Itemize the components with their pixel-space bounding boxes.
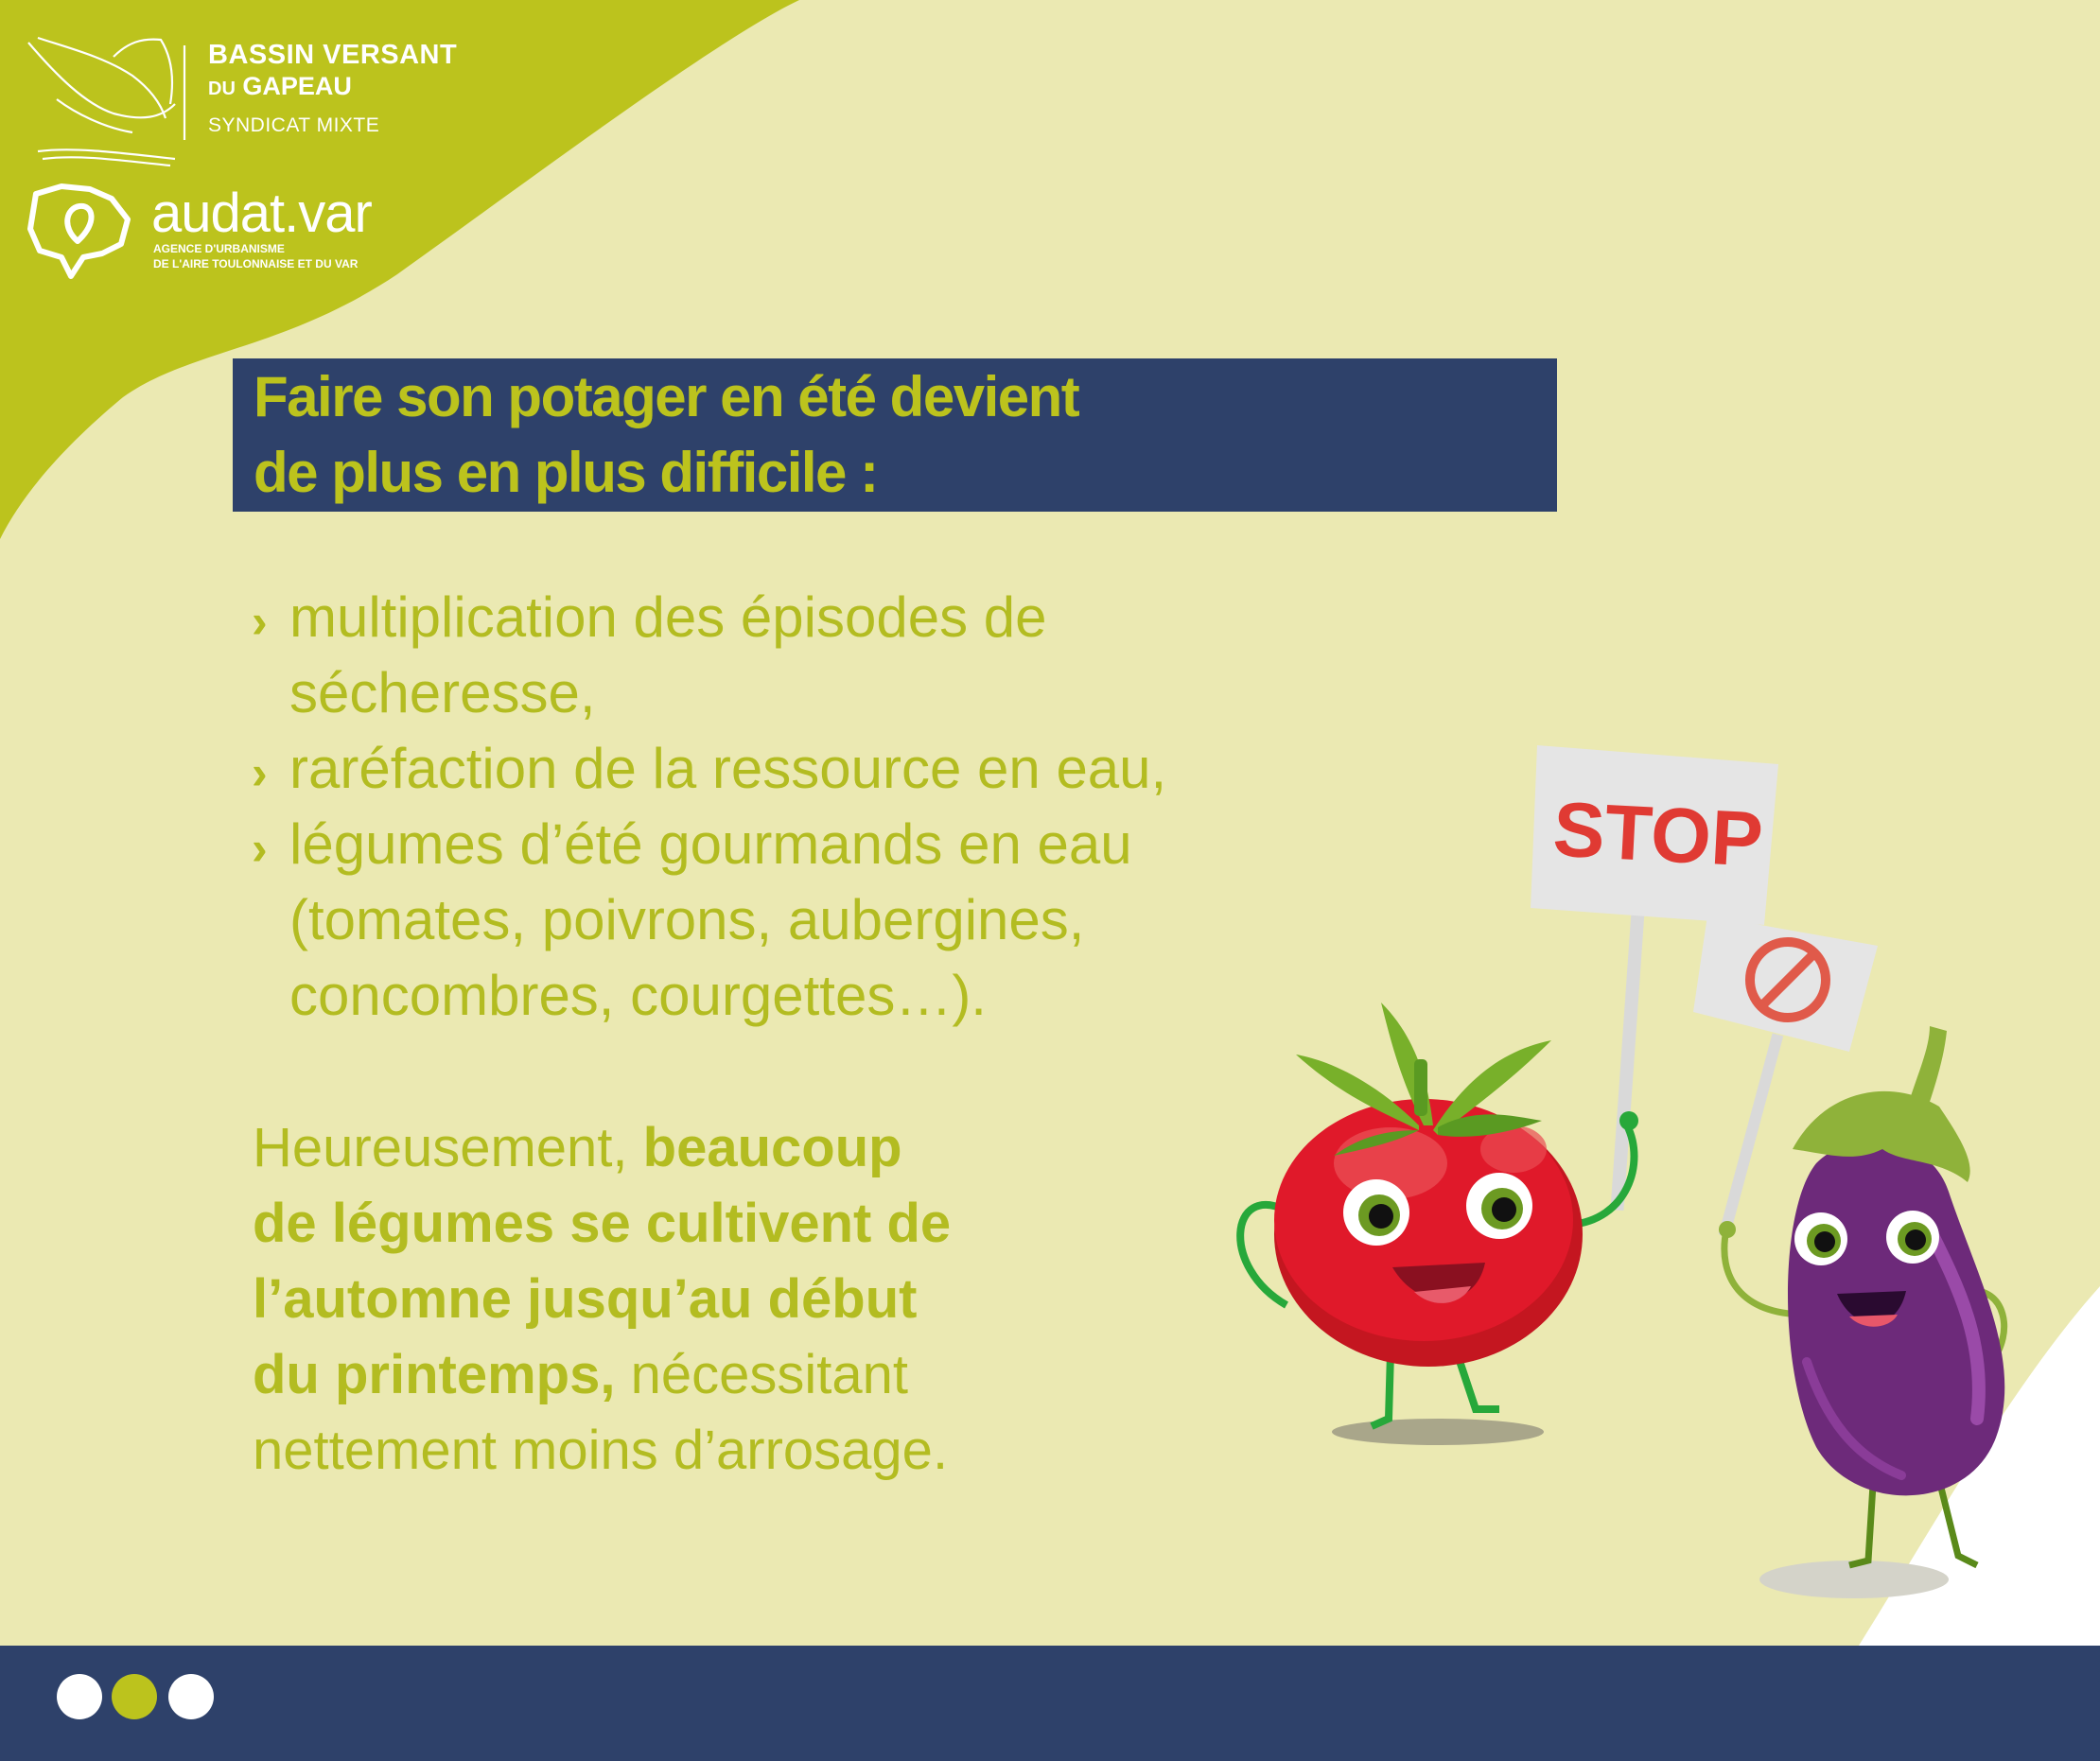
bullet-3-line-2: (tomates, poivrons, aubergines, — [289, 888, 1085, 951]
bassin-versant-tagline: SYNDICAT MIXTE — [208, 114, 380, 136]
paragraph-l4-normal: nécessitant — [615, 1344, 908, 1405]
paragraph-line-2 — [253, 1192, 951, 1255]
audat-name-main: audat — [151, 183, 285, 244]
bassin-versant-title: BASSIN VERSANT — [208, 40, 458, 70]
paragraph-line-3 — [253, 1267, 917, 1331]
paragraph-l2-bold: de légumes se cultivent de — [253, 1193, 952, 1254]
footer-bar — [0, 1646, 2100, 1761]
bullet-chevron-icon: › — [252, 595, 268, 648]
bassin-versant-subtitle — [208, 72, 352, 101]
bullet-2-line-1: raréfaction de la ressource en eau, — [289, 737, 1167, 800]
bassin-versant-du: DU — [208, 78, 236, 99]
title-banner — [233, 358, 1557, 512]
paragraph-line-4 — [253, 1343, 908, 1406]
paragraph-l1-bold: beaucoup — [642, 1117, 902, 1178]
bullet-chevron-icon: › — [252, 822, 268, 875]
paragraph-l1-normal: Heureusement, — [253, 1117, 643, 1178]
bullet-1-line-1: multiplication des épisodes de — [289, 585, 1047, 649]
bullet-3-line-1: légumes d’été gourmands en eau — [289, 812, 1132, 876]
audat-subtitle-2: DE L'AIRE TOULONNAISE ET DU VAR — [153, 257, 359, 270]
tomato-character — [1240, 1003, 1638, 1426]
bullet-3-line-3: concombres, courgettes…). — [289, 964, 987, 1027]
paragraph-l3-bold: l’automne jusqu’au début — [253, 1268, 918, 1330]
paragraph-l4-bold: du printemps, — [253, 1344, 616, 1405]
paragraph-l5-normal: nettement moins d’arrosage. — [253, 1420, 949, 1481]
title-line-1: Faire son potager en été devient — [254, 365, 1079, 428]
bassin-versant-gapeau: GAPEAU — [242, 72, 352, 100]
audat-subtitle-1: AGENCE D'URBANISME — [153, 242, 285, 255]
title-line-2: de plus en plus difficile : — [254, 441, 878, 504]
pager-dot-3[interactable] — [168, 1674, 214, 1719]
bullet-1-line-2: sécheresse, — [289, 661, 596, 724]
paragraph-line-1 — [253, 1116, 902, 1179]
paragraph-line-5 — [253, 1419, 948, 1482]
bullet-chevron-icon: › — [252, 746, 268, 799]
pager-dot-2-active[interactable] — [112, 1674, 157, 1719]
audat-name-suffix: .var — [284, 183, 372, 244]
pager-dot-1[interactable] — [57, 1674, 102, 1719]
audat-logo-wordmark — [151, 182, 372, 245]
stop-sign-text: STOP — [1550, 786, 1765, 883]
